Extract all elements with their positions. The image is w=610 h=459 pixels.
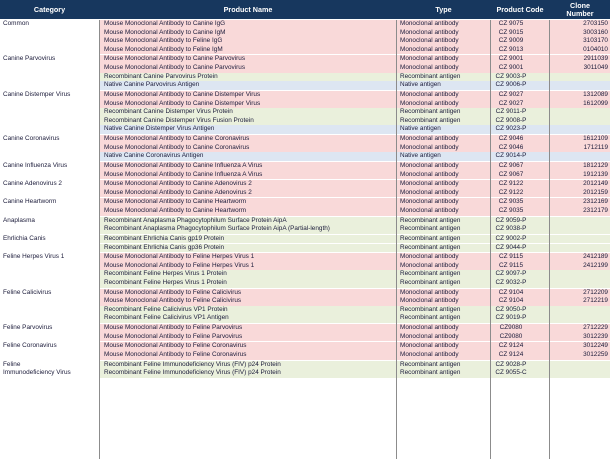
clone-number-cell: 2712229	[583, 324, 608, 332]
header-clone-line2: Number	[566, 8, 594, 18]
product-name-cell: Mouse Monoclonal Antibody to Feline IgG	[104, 37, 223, 45]
product-code-cell: CZ 9003-P	[495, 72, 527, 80]
clone-number-cell	[548, 244, 608, 253]
product-code-cell: CZ9080	[499, 324, 523, 332]
table-row	[0, 361, 610, 370]
table-row	[0, 351, 610, 360]
product-name-cell: Mouse Monoclonal Antibody to Feline Parvovirus	[104, 332, 243, 340]
product-name-cell: Mouse Monoclonal Antibody to Canine Distemper Virus	[104, 90, 261, 98]
table-row	[0, 314, 610, 323]
category-cell	[0, 207, 99, 216]
clone-number-cell: 3103170	[583, 37, 608, 45]
table-row	[0, 306, 610, 315]
product-name-cell: Mouse Monoclonal Antibody to Canine Parvovirus	[104, 55, 246, 63]
category-cell	[0, 189, 99, 198]
table-row	[0, 253, 610, 262]
product-name-cell: Mouse Monoclonal Antibody to Feline Herpes Virus 1	[104, 261, 255, 269]
table-row	[0, 270, 610, 279]
product-code-cell: CZ 9050-P	[495, 305, 527, 313]
product-name-cell: Native Canine Parvovirus Antigen	[104, 81, 200, 89]
clone-number-cell: 0104010	[583, 45, 608, 53]
category-cell: Feline Parvovirus	[0, 324, 99, 333]
category-cell: Common	[0, 20, 99, 29]
product-name-cell: Mouse Monoclonal Antibody to Canine Distemper Virus	[104, 99, 261, 107]
category-cell	[0, 306, 99, 315]
table-row	[0, 117, 610, 126]
type-cell: Recombinant antigen	[400, 369, 461, 377]
clone-number-cell: 3012239	[583, 332, 608, 340]
table-row	[0, 342, 610, 351]
category-cell	[0, 171, 99, 180]
clone-number-cell: 1912139	[583, 170, 608, 178]
table-row	[0, 217, 610, 226]
clone-number-cell	[548, 369, 608, 378]
category-cell: Canine Heartworm	[0, 198, 99, 207]
category-cell	[0, 279, 99, 288]
table-row	[0, 73, 610, 82]
product-name-cell: Mouse Monoclonal Antibody to Feline Herpes Virus 1	[104, 253, 255, 261]
category-cell	[0, 262, 99, 271]
type-cell: Recombinant antigen	[400, 278, 461, 286]
product-code-cell: CZ 9028-P	[495, 360, 527, 368]
clone-number-cell	[548, 279, 608, 288]
type-cell: Monoclonal antibody	[400, 45, 459, 53]
column-divider	[396, 20, 397, 459]
product-name-cell: Recombinant Ehrlichia Canis gp36 Protein	[104, 243, 225, 251]
product-code-cell: CZ 9009	[498, 37, 524, 45]
category-cell	[0, 29, 99, 38]
category-cell: Canine Influenza Virus	[0, 162, 99, 171]
table-row	[0, 64, 610, 73]
product-name-cell: Recombinant Feline Immunodeficiency Virus (FIV) p24 Protein	[104, 360, 281, 368]
clone-number-cell: 3012259	[583, 350, 608, 358]
clone-number-cell: 1312089	[583, 90, 608, 98]
category-cell	[0, 46, 99, 55]
product-name-cell: Native Canine Distemper Virus Antigen	[104, 125, 215, 133]
product-code-cell: CZ 9027	[498, 99, 524, 107]
product-code-cell: CZ 9059-P	[495, 216, 527, 224]
column-divider	[99, 20, 100, 459]
clone-number-cell: 2012159	[583, 188, 608, 196]
product-code-cell: CZ 9097-P	[495, 270, 527, 278]
category-cell	[0, 108, 99, 117]
product-code-cell: CZ9080	[499, 332, 523, 340]
type-cell: Monoclonal antibody	[400, 261, 459, 269]
clone-number-cell: 2412199	[583, 261, 608, 269]
product-name-cell: Native Canine Coronavirus Antigen	[104, 152, 204, 160]
table-row	[0, 162, 610, 171]
clone-number-cell: 2412189	[583, 253, 608, 261]
product-code-cell: CZ 9008-P	[495, 116, 527, 124]
product-name-cell: Mouse Monoclonal Antibody to Canine Adenovirus 2	[104, 188, 252, 196]
category-cell	[0, 125, 99, 134]
product-code-cell: CZ 9124	[498, 350, 524, 358]
product-name-cell: Recombinant Canine Distemper Virus Fusion Protein	[104, 116, 254, 124]
clone-number-cell	[548, 217, 608, 226]
category-cell	[0, 64, 99, 73]
header-product-name: Product Name	[223, 4, 273, 14]
type-cell: Monoclonal antibody	[400, 143, 459, 151]
clone-number-cell	[548, 152, 608, 161]
type-cell: Recombinant antigen	[400, 116, 461, 124]
type-cell: Native antigen	[400, 125, 441, 133]
clone-number-cell	[548, 81, 608, 90]
clone-number-cell	[548, 117, 608, 126]
product-code-cell: CZ 9122	[498, 188, 524, 196]
table-row	[0, 289, 610, 298]
table-row	[0, 135, 610, 144]
product-name-cell: Mouse Monoclonal Antibody to Feline Calicivirus	[104, 297, 242, 305]
type-cell: Monoclonal antibody	[400, 37, 459, 45]
type-cell: Monoclonal antibody	[400, 350, 459, 358]
product-name-cell: Recombinant Anaplasma Phagocytophilum Surface Protein AipA (Partial-length)	[104, 225, 330, 233]
product-code-cell: CZ 9055-C	[495, 369, 527, 377]
product-code-cell: CZ 9075	[498, 20, 524, 27]
product-code-cell: CZ 9014-P	[495, 152, 527, 160]
type-cell: Monoclonal antibody	[400, 180, 459, 188]
table-row	[0, 279, 610, 288]
table-row	[0, 225, 610, 234]
product-name-cell: Mouse Monoclonal Antibody to Feline Calicivirus	[104, 288, 242, 296]
clone-number-cell	[548, 361, 608, 370]
product-code-cell: CZ 9044-P	[495, 243, 527, 251]
clone-number-cell: 2012149	[583, 180, 608, 188]
product-code-cell: CZ 9023-P	[495, 125, 527, 133]
table-row	[0, 262, 610, 271]
clone-number-cell: 1612099	[583, 99, 608, 107]
product-name-cell: Recombinant Ehrlichia Canis gp19 Protein	[104, 234, 225, 242]
product-name-cell: Mouse Monoclonal Antibody to Canine Heartworm	[104, 198, 247, 206]
category-cell	[0, 225, 99, 234]
header-category: Category	[33, 4, 66, 14]
table-row	[0, 46, 610, 55]
category-cell	[0, 297, 99, 306]
category-cell: Feline Coronavirus	[0, 342, 99, 351]
type-cell: Recombinant antigen	[400, 72, 461, 80]
product-code-cell: CZ 9019-P	[495, 314, 527, 322]
clone-number-cell	[548, 108, 608, 117]
table-row	[0, 37, 610, 46]
type-cell: Recombinant antigen	[400, 234, 461, 242]
category-cell	[0, 152, 99, 161]
type-cell: Monoclonal antibody	[400, 332, 459, 340]
type-cell: Monoclonal antibody	[400, 288, 459, 296]
clone-number-cell	[548, 306, 608, 315]
product-code-cell: CZ 9046	[498, 143, 524, 151]
category-cell	[0, 100, 99, 109]
product-code-cell: CZ 9001	[498, 64, 524, 72]
clone-number-cell: 2312179	[583, 207, 608, 215]
product-name-cell: Recombinant Canine Parvovirus Protein	[104, 72, 218, 80]
product-name-cell: Mouse Monoclonal Antibody to Feline Parvovirus	[104, 324, 243, 332]
table-row	[0, 333, 610, 342]
table-row	[0, 180, 610, 189]
clone-number-cell: 3003160	[583, 28, 608, 36]
type-cell: Monoclonal antibody	[400, 90, 459, 98]
type-cell: Monoclonal antibody	[400, 161, 459, 169]
product-name-cell: Mouse Monoclonal Antibody to Canine Coronavirus	[104, 135, 250, 143]
type-cell: Monoclonal antibody	[400, 64, 459, 72]
type-cell: Monoclonal antibody	[400, 188, 459, 196]
product-code-cell: CZ 9067	[498, 161, 524, 169]
clone-number-cell: 2712219	[583, 297, 608, 305]
table-row	[0, 100, 610, 109]
product-name-cell: Mouse Monoclonal Antibody to Canine Parvovirus	[104, 64, 246, 72]
table-row	[0, 55, 610, 64]
type-cell: Monoclonal antibody	[400, 342, 459, 350]
clone-number-cell	[548, 270, 608, 279]
product-code-cell: CZ 9035	[498, 207, 524, 215]
type-cell: Recombinant antigen	[400, 305, 461, 313]
type-cell: Monoclonal antibody	[400, 253, 459, 261]
category-cell: Feline Herpes Virus 1	[0, 253, 99, 262]
category-cell	[0, 270, 99, 279]
type-cell: Monoclonal antibody	[400, 55, 459, 63]
type-cell: Recombinant antigen	[400, 314, 461, 322]
category-cell: Canine Adenovirus 2	[0, 180, 99, 189]
product-name-cell: Recombinant Feline Calicivirus VP1 Antigen	[104, 314, 229, 322]
product-code-cell: CZ 9015	[498, 28, 524, 36]
category-cell	[0, 244, 99, 253]
product-name-cell: Mouse Monoclonal Antibody to Feline IgM	[104, 45, 223, 53]
table-row	[0, 144, 610, 153]
table-row	[0, 20, 610, 29]
product-name-cell: Recombinant Feline Herpes Virus 1 Protein	[104, 270, 227, 278]
product-code-cell: CZ 9027	[498, 90, 524, 98]
category-cell: Feline	[0, 361, 99, 370]
clone-number-cell: 1712119	[583, 143, 608, 151]
product-code-cell: CZ 9006-P	[495, 81, 527, 89]
type-cell: Monoclonal antibody	[400, 99, 459, 107]
category-cell	[0, 73, 99, 82]
product-name-cell: Mouse Monoclonal Antibody to Canine IgG	[104, 20, 226, 27]
category-cell: Canine Distemper Virus	[0, 91, 99, 100]
type-cell: Monoclonal antibody	[400, 324, 459, 332]
table-row	[0, 207, 610, 216]
clone-number-cell	[548, 73, 608, 82]
table-row	[0, 235, 610, 244]
category-cell: Feline Calicivirus	[0, 289, 99, 298]
header-clone-line1: Clone	[570, 0, 590, 10]
table-row	[0, 171, 610, 180]
product-code-cell: CZ 9038-P	[495, 225, 527, 233]
type-cell: Monoclonal antibody	[400, 135, 459, 143]
type-cell: Native antigen	[400, 152, 441, 160]
clone-number-cell	[548, 225, 608, 234]
clone-number-cell: 2911039	[583, 55, 608, 63]
product-code-cell: CZ 9122	[498, 180, 524, 188]
product-code-cell: CZ 9002-P	[495, 234, 527, 242]
type-cell: Monoclonal antibody	[400, 28, 459, 36]
column-divider	[549, 20, 550, 459]
table-row	[0, 81, 610, 90]
product-code-cell: CZ 9104	[498, 297, 524, 305]
category-cell	[0, 333, 99, 342]
table-row	[0, 125, 610, 134]
header-clone-number	[550, 0, 610, 19]
product-code-cell: CZ 9115	[498, 253, 524, 261]
product-name-cell: Mouse Monoclonal Antibody to Canine Influenza A Virus	[104, 161, 263, 169]
category-cell	[0, 144, 99, 153]
type-cell: Recombinant antigen	[400, 270, 461, 278]
table-row	[0, 198, 610, 207]
product-code-cell: CZ 9001	[498, 55, 524, 63]
column-divider	[490, 20, 491, 459]
type-cell: Monoclonal antibody	[400, 297, 459, 305]
clone-number-cell: 1612109	[583, 135, 608, 143]
category-cell	[0, 351, 99, 360]
product-name-cell: Recombinant Feline Calicivirus VP1 Protein	[104, 305, 228, 313]
table-row	[0, 297, 610, 306]
table-row	[0, 324, 610, 333]
type-cell: Monoclonal antibody	[400, 20, 459, 27]
category-cell: Anaplasma	[0, 217, 99, 226]
product-code-cell: CZ 9013	[498, 45, 524, 53]
product-code-cell: CZ 9104	[498, 288, 524, 296]
type-cell: Monoclonal antibody	[400, 198, 459, 206]
product-name-cell: Recombinant Canine Distemper Virus Protein	[104, 108, 233, 116]
clone-number-cell: 3011049	[583, 64, 608, 72]
product-code-cell: CZ 9046	[498, 135, 524, 143]
clone-number-cell: 2712209	[583, 288, 608, 296]
clone-number-cell: 3012249	[583, 342, 608, 350]
product-code-cell: CZ 9067	[498, 170, 524, 178]
table-header	[0, 0, 610, 19]
category-cell	[0, 314, 99, 323]
product-name-cell: Mouse Monoclonal Antibody to Canine Heartworm	[104, 207, 247, 215]
header-product-code: Product Code	[496, 4, 544, 14]
category-cell	[0, 117, 99, 126]
category-cell	[0, 37, 99, 46]
type-cell: Recombinant antigen	[400, 108, 461, 116]
type-cell: Native antigen	[400, 81, 441, 89]
clone-number-cell	[548, 125, 608, 134]
table-row	[0, 91, 610, 100]
clone-number-cell: 1812129	[583, 161, 608, 169]
product-name-cell: Mouse Monoclonal Antibody to Canine Coronavirus	[104, 143, 250, 151]
type-cell: Recombinant antigen	[400, 243, 461, 251]
table-row	[0, 29, 610, 38]
product-code-cell: CZ 9011-P	[495, 108, 527, 116]
product-code-cell: CZ 9115	[498, 261, 524, 269]
table-row	[0, 189, 610, 198]
product-name-cell: Mouse Monoclonal Antibody to Canine Influenza A Virus	[104, 170, 263, 178]
clone-number-cell	[548, 235, 608, 244]
product-name-cell: Recombinant Anaplasma Phagocytophilum Surface Protein AipA	[104, 216, 287, 224]
table-row	[0, 244, 610, 253]
product-name-cell: Mouse Monoclonal Antibody to Canine Adenovirus 2	[104, 180, 252, 188]
type-cell: Monoclonal antibody	[400, 170, 459, 178]
category-cell	[0, 81, 99, 90]
table-row	[0, 369, 610, 378]
product-name-cell: Recombinant Feline Herpes Virus 1 Protein	[104, 278, 227, 286]
table-row	[0, 108, 610, 117]
category-cell: Immunodeficiency Virus	[0, 369, 99, 378]
product-name-cell: Recombinant Feline Immunodeficiency Virus (FIV) p24 Protein	[104, 369, 281, 377]
type-cell: Recombinant antigen	[400, 216, 461, 224]
table-row	[0, 152, 610, 161]
category-cell: Ehrlichia Canis	[0, 235, 99, 244]
product-code-cell: CZ 9035	[498, 198, 524, 206]
clone-number-cell	[548, 314, 608, 323]
category-cell: Canine Parvovirus	[0, 55, 99, 64]
product-code-cell: CZ 9032-P	[495, 278, 527, 286]
product-name-cell: Mouse Monoclonal Antibody to Feline Coronavirus	[104, 350, 247, 358]
category-cell: Canine Coronavirus	[0, 135, 99, 144]
product-name-cell: Mouse Monoclonal Antibody to Canine IgM	[104, 28, 226, 36]
type-cell: Recombinant antigen	[400, 360, 461, 368]
type-cell: Monoclonal antibody	[400, 207, 459, 215]
clone-number-cell: 2703150	[583, 20, 608, 27]
product-name-cell: Mouse Monoclonal Antibody to Feline Coronavirus	[104, 342, 247, 350]
header-type: Type	[435, 4, 452, 14]
type-cell: Recombinant antigen	[400, 225, 461, 233]
product-code-cell: CZ 9124	[498, 342, 524, 350]
clone-number-cell: 2312169	[583, 198, 608, 206]
